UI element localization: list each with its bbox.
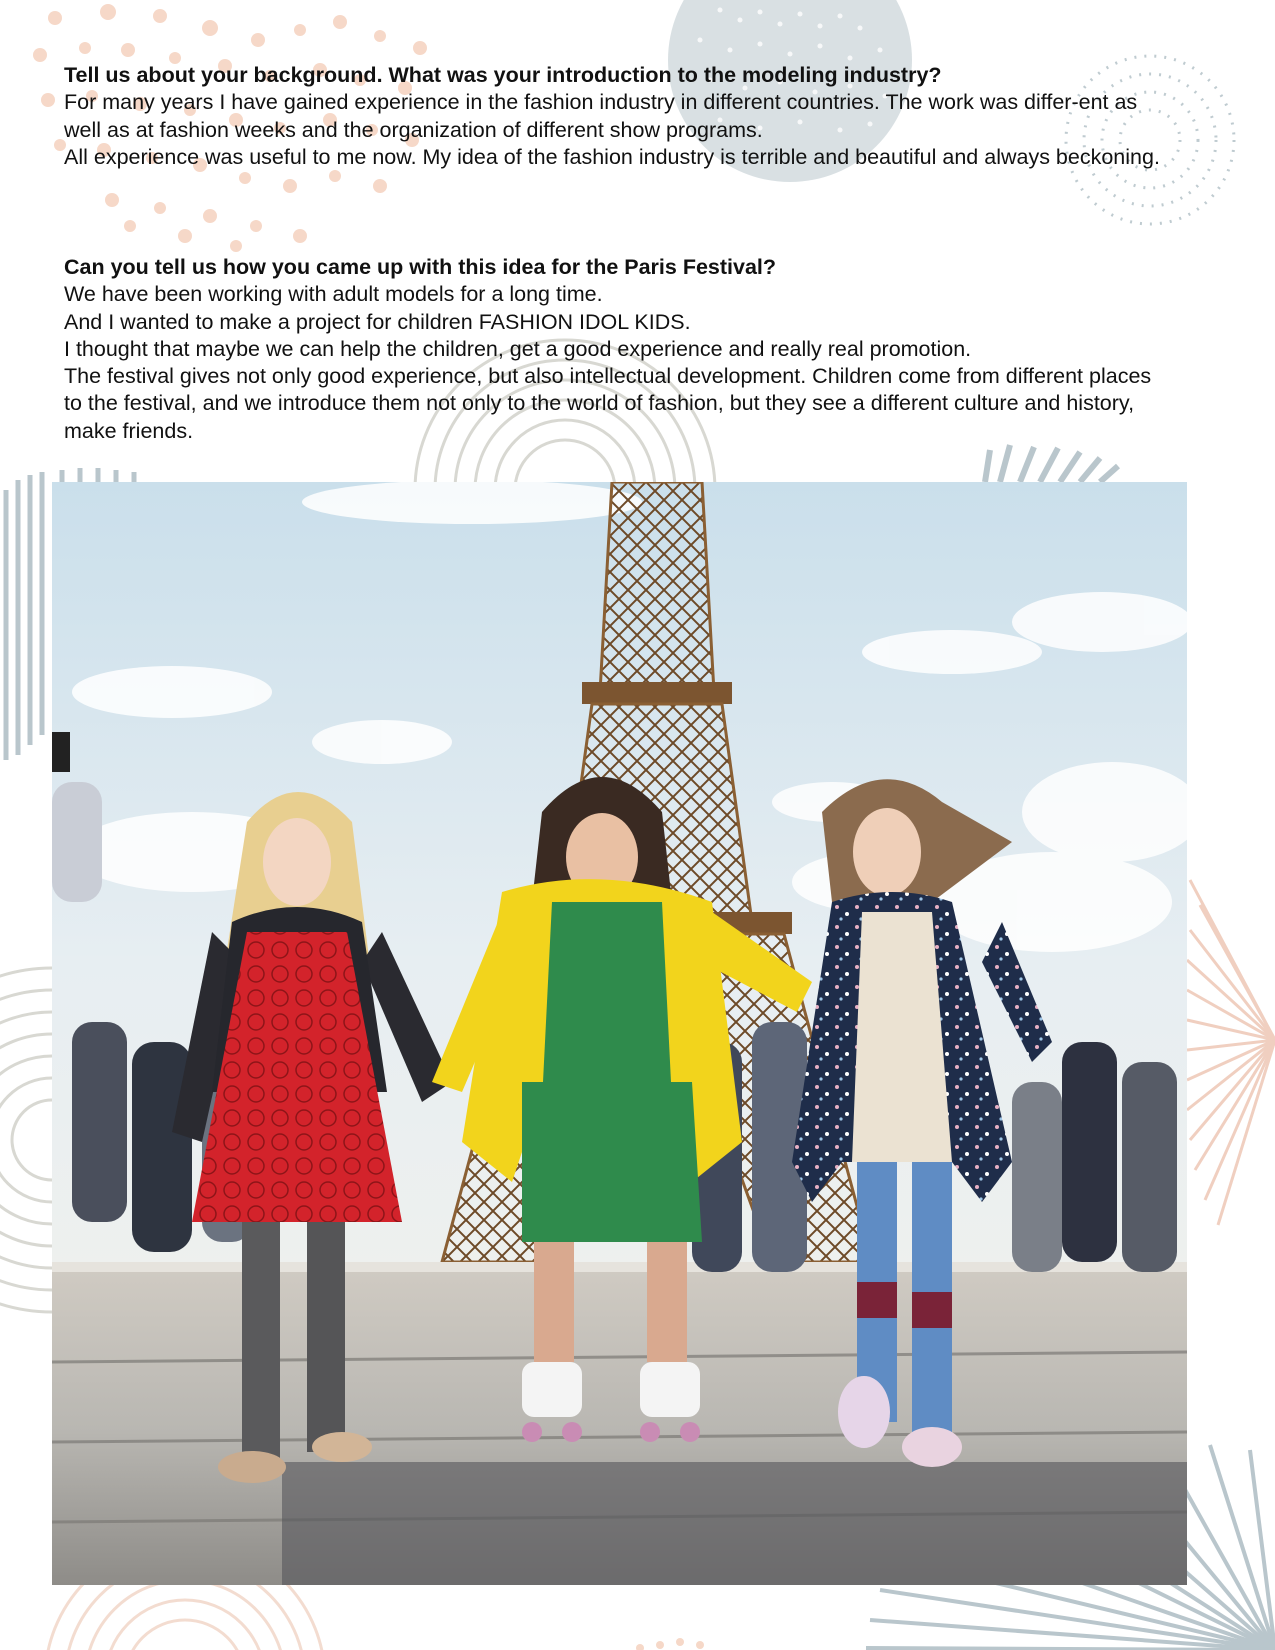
answer-paragraph: And I wanted to make a project for children FASHION IDOL KIDS.	[64, 309, 691, 334]
bystander-arm	[52, 782, 102, 902]
grey-stripe-fan-top	[985, 445, 1118, 482]
answer-paragraph: For many years I have gained experience in the fashion industry in different countries. The work was differ-ent as well as at fashion weeks and the organization of different show programs.	[64, 90, 1138, 142]
interview-block-paris-festival	[64, 254, 1174, 445]
eiffel-tower-kids-photo	[52, 482, 1187, 1585]
answer-paragraph: We have been working with adult models for a long time.	[64, 282, 603, 307]
question-background: Tell us about your background. What was your introduction to the modeling industry?	[64, 63, 942, 87]
peach-ray-fan-right	[1187, 880, 1275, 1225]
answer-paragraph: The festival gives not only good experience, but also intellectual development. Children come from different places to the festival, and we introduce them not only to the world of fashion, but they see a different culture and history, make friends.	[64, 364, 1152, 443]
answer-paragraph: All experience was useful to me now. My idea of the fashion industry is terrible and beautiful and always beckoning.	[64, 144, 1160, 169]
question-paris-festival: Can you tell us how you came up with this idea for the Paris Festival?	[64, 255, 777, 279]
interview-block-background	[64, 62, 1174, 171]
peach-dots-bottom	[636, 1638, 704, 1650]
answer-paragraph: I thought that maybe we can help the children, get a good experience and really real promotion.	[64, 336, 972, 361]
